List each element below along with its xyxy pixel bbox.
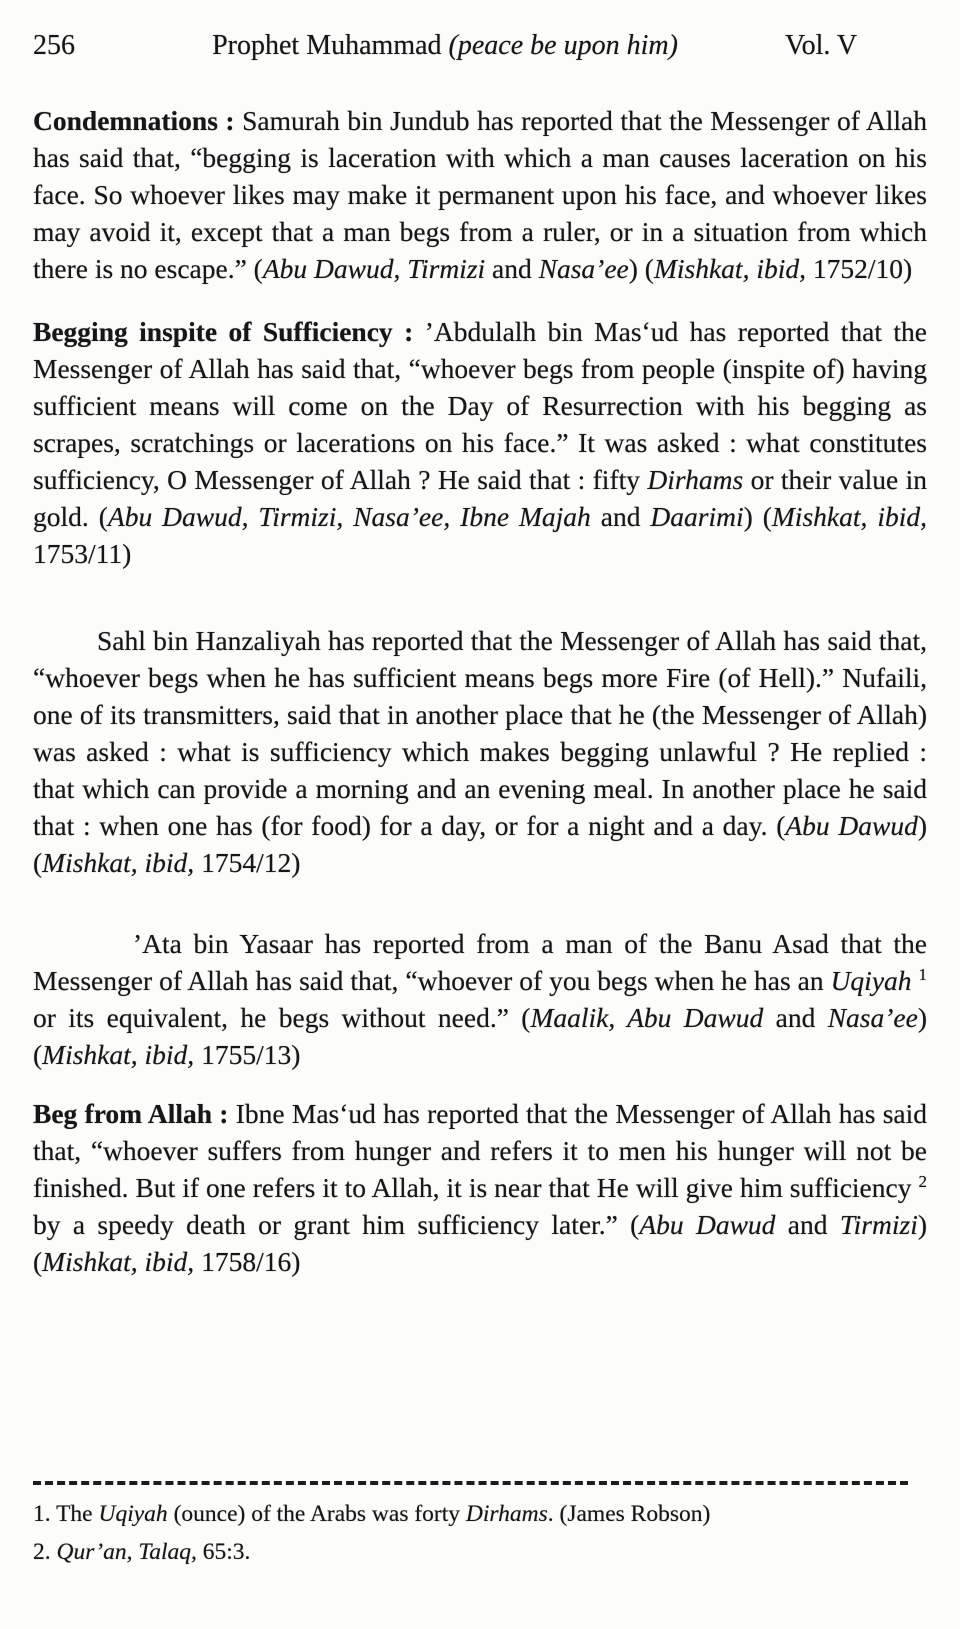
text-run: Mishkat, ibid, (771, 501, 927, 532)
volume-label: Vol. V (785, 30, 858, 61)
text-run: Condemnations : (33, 105, 243, 136)
text-run: ’Abdulalh bin Mas‘ud has reported that the Messenger of Allah has said that, “whoever begs from people (inspite of) having sufficient means will come on the Day of Resurrection with his begging as scrapes, scratchings or lacerations on his face.” It was asked : what constitutes sufficiency, O Messenger of Allah ? He said that : fifty (33, 316, 927, 495)
text-run: Abu Dawud (639, 1209, 776, 1240)
text-run: Uqiyah (98, 1501, 168, 1527)
text-run: (ounce) of the Arabs was forty (167, 1501, 466, 1527)
text-run: Sahl bin Hanzaliyah has reported that the Messenger of Allah has said that, “whoever begs when he has sufficient means begs more Fire (of Hell).” Nufaili, one of its transmitters, said that in another place that he (the Messenger of Allah) was asked : what is sufficiency which makes begging unlawful ? He replied : that which can provide a morning and an evening meal. In another place he said that : when one has (for food) for a day, or for a night and a day. ( (33, 625, 927, 841)
footnotes-section (33, 1481, 910, 1571)
text-run: ) ( (33, 1209, 928, 1277)
text-run: Dirhams (465, 1501, 548, 1527)
text-run: . (James Robson) (547, 1501, 711, 1527)
text-run: Beg from Allah : (33, 1098, 236, 1129)
text-run: 1755/13) (194, 1039, 301, 1070)
text-run: Uqiyah (830, 965, 912, 996)
text-run: Maalik, Abu Dawud (530, 1002, 764, 1033)
text-run: and (775, 1209, 840, 1240)
para-beg-from-allah (33, 1095, 927, 1280)
page-number: 256 (33, 30, 75, 61)
para-sahl-bin-hanzaliyah (33, 622, 927, 881)
text-run: ) ( (743, 501, 772, 532)
text-run: Qur’an, Talaq, (56, 1539, 197, 1565)
text-run: Tirmizi (839, 1209, 918, 1240)
text-run: Begging inspite of Sufficiency : (33, 316, 425, 347)
text-run: 1 (918, 964, 927, 984)
text-run: Mishkat, ibid, (42, 847, 195, 878)
page-header (0, 0, 960, 66)
text-run: Abu Dawud, Tirmizi (262, 253, 486, 284)
text-run: Daarimi (650, 501, 744, 532)
text-run: Dirhams (647, 464, 744, 495)
running-title (163, 26, 727, 66)
text-run: ) ( (33, 1002, 927, 1070)
text-run: or their value in gold. ( (33, 464, 927, 532)
para-condemnations (33, 102, 927, 287)
text-run: 2. (33, 1539, 57, 1565)
text-run: Abu Dawud, Tirmizi, Nasa’ee, Ibne Majah (107, 501, 591, 532)
footnote-separator (33, 1481, 908, 1485)
text-run: ’Ata bin Yasaar has reported from a man of the Banu Asad that the Messenger of Allah has said that, “whoever of you begs when he has an (33, 928, 927, 996)
text-run: Ibne Mas‘ud has reported that the Messenger of Allah has said that, “whoever suffers from hunger and refers it to men his hunger will not be finished. But if one refers it to Allah, it is near that He will give him sufficiency (33, 1098, 927, 1203)
page-body (0, 66, 960, 1280)
text-run: Mishkat, ibid, (42, 1039, 195, 1070)
text-run: and (763, 1002, 828, 1033)
footnote-2 (33, 1533, 910, 1571)
text-run: ) ( (628, 253, 654, 284)
text-run: Mishkat, ibid, (42, 1246, 195, 1277)
footnote-1 (33, 1495, 910, 1533)
text-run: 1753/11) (33, 538, 132, 569)
text-run: Abu Dawud (785, 810, 918, 841)
text-run: and (590, 501, 651, 532)
footnotes-list (33, 1495, 910, 1571)
text-run: Nasa’ee (827, 1002, 918, 1033)
text-run: 1758/16) (194, 1246, 301, 1277)
text-run: 1. The (33, 1501, 99, 1527)
text-run: Samurah bin Jundub has reported that the Messenger of Allah has said that, “begging is laceration with which a man causes laceration on his face. So whoever likes may make it permanent upon his face, and whoever likes may avoid it, except that a man begs from a ruler, or in a situation from which there is no escape.” ( (33, 105, 927, 284)
text-run: or its equivalent, he begs without need.” ( (33, 1002, 531, 1033)
text-run: by a speedy death or grant him sufficiency later.” ( (33, 1209, 640, 1240)
text-run: 1752/10) (805, 253, 913, 284)
text-run: 65:3. (196, 1539, 251, 1565)
text-run: 2 (918, 1171, 927, 1191)
text-run: and (485, 253, 539, 284)
text-run: Nasa’ee (538, 253, 629, 284)
para-ata-bin-yasaar (33, 925, 927, 1073)
text-run: ) ( (33, 810, 927, 878)
para-begging-inspite-of-sufficiency (33, 313, 927, 572)
text-run: Mishkat, ibid, (653, 253, 806, 284)
text-run: Prophet Muhammad (212, 30, 449, 61)
text-run: (peace be upon him) (448, 30, 678, 61)
text-run: 1754/12) (194, 847, 301, 878)
